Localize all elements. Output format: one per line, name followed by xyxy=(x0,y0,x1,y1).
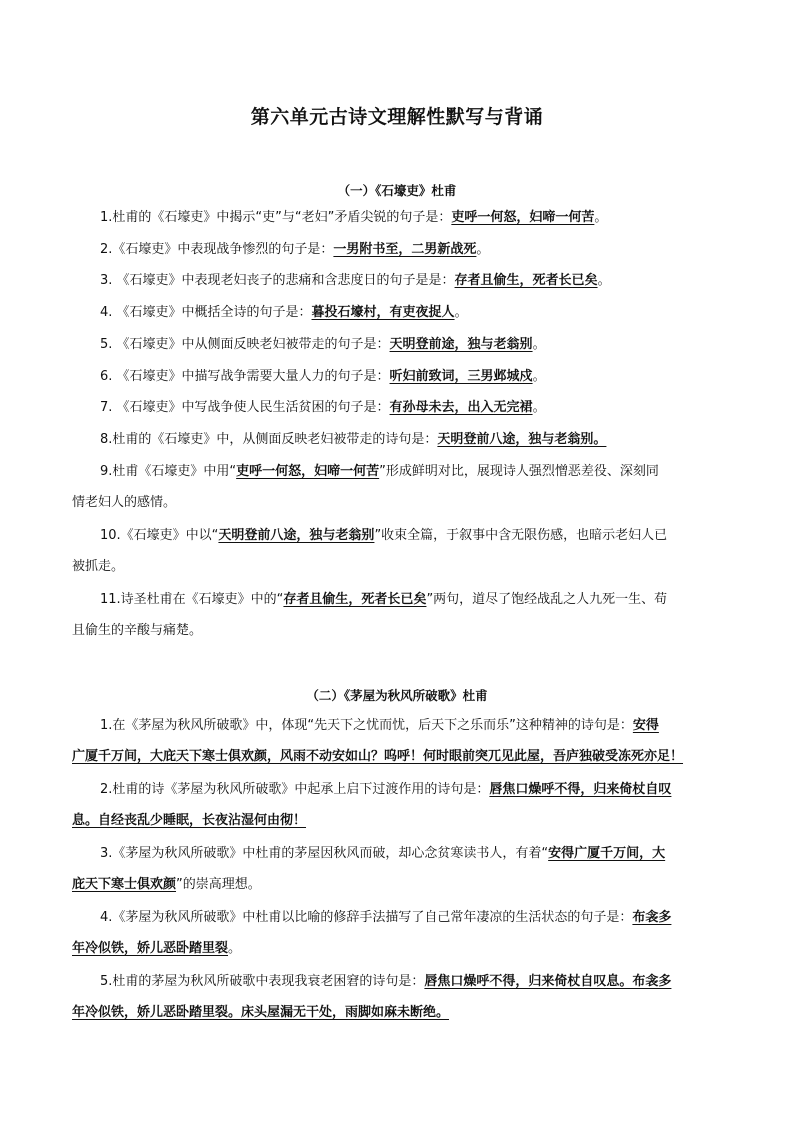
question-1-11-continued: 且偷生的辛酸与痛楚。 xyxy=(72,623,203,638)
answer: 安得 xyxy=(632,718,659,733)
answer: 天明登前途，独与老翁别 xyxy=(389,337,533,352)
answer: 有孙母未去，出入无完裙 xyxy=(389,400,533,415)
question-2-2: 2.杜甫的诗《茅屋为秋风所破歌》中起承上启下过渡作用的诗句是：唇焦口燥呼不得，归来倚杖自叹 xyxy=(100,782,672,797)
question-2-3: 3.《茅屋为秋风所破歌》中杜甫的茅屋因秋风而破，却心念贫寒读书人，有着“安得广厦千万间，大 xyxy=(100,846,666,861)
question-2-1-continued xyxy=(72,749,722,765)
question-2-2-continued xyxy=(72,813,722,829)
answer: 年冷似铁，娇儿恶卧踏里裂 xyxy=(72,941,229,956)
answer: 布衾多 xyxy=(632,910,672,925)
answer: 听妇前致词，三男邺城戍 xyxy=(389,369,533,384)
answer: 吏呼一何怒，妇啼一何苦 xyxy=(451,210,595,225)
question-2-5-continued xyxy=(72,1005,722,1021)
question-2-5: 5.杜甫的茅屋为秋风所破歌中表现我衰老困窘的诗句是：唇焦口燥呼不得，归来倚杖自叹息。布衾多 xyxy=(100,974,672,989)
question-1-9-continued: 情老妇人的感情。 xyxy=(72,495,177,510)
question-1-4: 4. 《石壕吏》中概括全诗的句子是：暮投石壕村，有吏夜捉人。 xyxy=(100,305,468,320)
question-1-10: 10.《石壕吏》中以“天明登前八途，独与老翁别”收束全篇，于叙事中含无限伤感，也暗示老妇人已 xyxy=(100,528,668,543)
answer: 一男附书至，二男新战死 xyxy=(333,242,477,257)
answer: 唇焦口燥呼不得，归来倚杖自叹息。布衾多 xyxy=(424,974,672,989)
question-1-10-continued: 被抓走。 xyxy=(72,559,125,574)
question-2-4: 4.《茅屋为秋风所破歌》中杜甫以比喻的修辞手法描写了自己常年凄凉的生活状态的句子是：布衾多 xyxy=(100,910,672,925)
question-2-3-continued: 庇天下寒士俱欢颜”的崇高理想。 xyxy=(72,877,261,892)
section-heading-1: （一）《石壕吏》杜甫 xyxy=(337,183,457,198)
answer: 安得广厦千万间，大 xyxy=(548,846,666,861)
answer: 天明登前八途，独与老翁别。 xyxy=(437,432,607,447)
question-2-4-continued: 年冷似铁，娇儿恶卧踏里裂。 xyxy=(72,941,242,956)
question-1-7: 7. 《石壕吏》中写战争使人民生活贫困的句子是：有孙母未去，出入无完裙。 xyxy=(100,400,546,415)
question-1-9: 9.杜甫《石壕吏》中用“吏呼一何怒，妇啼一何苦”形成鲜明对比，展现诗人强烈憎恶差役、深刻同 xyxy=(100,464,659,479)
answer: 存者且偷生，死者长已矣 xyxy=(283,592,427,607)
question-1-2: 2.《石壕吏》中表现战争惨烈的句子是：一男附书至，二男新战死。 xyxy=(100,242,490,257)
question-1-3: 3. 《石壕吏》中表现老妇丧子的悲痛和含悲度日的句子是是：存者且偷生，死者长已矣。 xyxy=(100,273,611,288)
answer: 唇焦口燥呼不得，归来倚杖自叹 xyxy=(489,782,672,797)
answer: 吏呼一何怒，妇啼一何苦 xyxy=(236,464,380,479)
question-1-11: 11.诗圣杜甫在《石壕吏》中的“存者且偷生，死者长已矣”两句，道尽了饱经战乱之人九死一生、苟 xyxy=(100,592,668,607)
question-1-5: 5. 《石壕吏》中从侧面反映老妇被带走的句子是：天明登前途，独与老翁别。 xyxy=(100,337,546,352)
question-1-8: 8.杜甫的《石壕吏》中，从侧面反映老妇被带走的诗句是：天明登前八途，独与老翁别。 xyxy=(100,432,607,447)
answer: 息。自经丧乱少睡眠，长夜沾湿何由彻！ xyxy=(72,813,307,828)
answer: 暮投石壕村，有吏夜捉人 xyxy=(311,305,455,320)
answer: 年冷似铁，娇儿恶卧踏里裂。床头屋漏无干处，雨脚如麻未断绝。 xyxy=(72,1005,450,1020)
question-1-6: 6. 《石壕吏》中描写战争需要大量人力的句子是：听妇前致词，三男邺城戍。 xyxy=(100,369,546,384)
answer: 存者且偷生，死者长已矣 xyxy=(454,273,598,288)
question-2-1: 1.在《茅屋为秋风所破歌》中，体现“先天下之忧而忧，后天下之乐而乐”这种精神的诗句是：安得 xyxy=(100,718,659,733)
page-title: 第六单元古诗文理解性默写与背诵 xyxy=(250,106,544,128)
section-heading-2: （二）《茅屋为秋风所破歌》杜甫 xyxy=(306,688,488,703)
answer: 庇天下寒士俱欢颜 xyxy=(72,877,177,892)
question-1-1: 1.杜甫的《石壕吏》中揭示“吏”与“老妇”矛盾尖锐的句子是：吏呼一何怒，妇啼一何苦。 xyxy=(100,210,608,225)
answer: 广厦千万间，大庇天下寒士俱欢颜，风雨不动安如山？呜呼！何时眼前突兀见此屋，吾庐独破受冻死亦足！ xyxy=(72,749,684,764)
answer: 天明登前八途，独与老翁别 xyxy=(218,528,375,543)
